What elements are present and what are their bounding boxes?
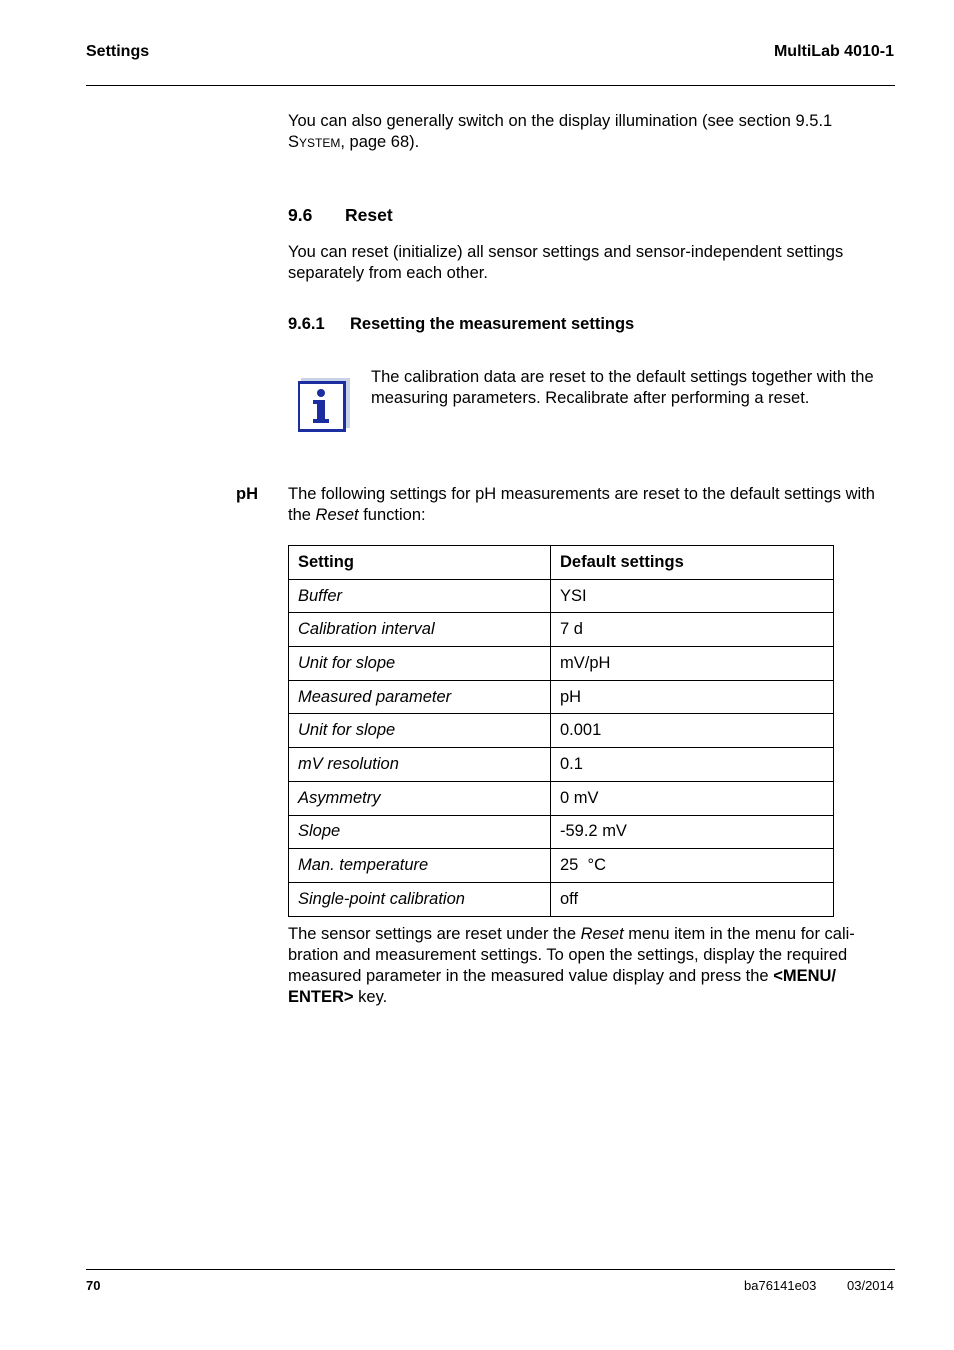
intro-paragraph (288, 111, 888, 153)
table-header-setting: Setting (289, 546, 551, 580)
setting-default: off (551, 882, 834, 916)
closing-text-2: menu item in the menu for cali-bration and measurement settings. To open the settings, display the required measured parameter in the measured value display and press the (288, 925, 855, 985)
document-date: 03/2014 (847, 1278, 894, 1293)
table-row (289, 647, 834, 681)
subsection-heading (288, 315, 634, 334)
setting-default: -59.2 mV (551, 815, 834, 849)
setting-default: YSI (551, 579, 834, 613)
setting-default: 25 °C (551, 849, 834, 883)
setting-name: mV resolution (289, 748, 551, 782)
header-section-title: Settings (86, 43, 150, 60)
table-row (289, 781, 834, 815)
closing-text: The sensor settings are reset under the (288, 925, 581, 943)
table-header-default: Default settings (551, 546, 834, 580)
section-reference-link[interactable]: System (288, 133, 341, 151)
ph-text: The following settings for pH measurements are reset to the default settings with the (288, 485, 875, 524)
reset-menu-term: Reset (580, 925, 624, 943)
menu-enter-key-label: <MENU/ ENTER> (288, 967, 836, 1006)
table-row (289, 815, 834, 849)
setting-default: 0.001 (551, 714, 834, 748)
header-product-name: MultiLab 4010-1 (773, 43, 894, 60)
setting-default: 7 d (551, 613, 834, 647)
table-row (289, 748, 834, 782)
footer-rule (86, 1269, 895, 1270)
ph-paragraph (288, 484, 888, 526)
closing-paragraph (288, 924, 895, 1008)
table-row (289, 714, 834, 748)
setting-name: Unit for slope (289, 714, 551, 748)
reset-function-term: Reset (315, 506, 359, 524)
table-header-row (289, 546, 834, 580)
table-row (289, 882, 834, 916)
setting-default: 0 mV (551, 781, 834, 815)
setting-name: Unit for slope (289, 647, 551, 681)
table-row (289, 680, 834, 714)
setting-default: mV/pH (551, 647, 834, 681)
default-settings-table (288, 545, 834, 917)
intro-text: You can also generally switch on the display illumination (see section 9.5.1 (288, 112, 833, 130)
setting-name: Buffer (289, 579, 551, 613)
table-row (289, 849, 834, 883)
margin-label-ph: pH (236, 485, 258, 503)
setting-name: Man. temperature (289, 849, 551, 883)
setting-name: Calibration interval (289, 613, 551, 647)
section-title: Reset (345, 205, 393, 225)
subsection-number: 9.6.1 (288, 315, 325, 333)
table-row (289, 613, 834, 647)
setting-name: Single-point calibration (289, 882, 551, 916)
table-row (289, 579, 834, 613)
intro-text-after: , page 68). (340, 133, 420, 151)
page-number: 70 (86, 1278, 101, 1293)
setting-name: Slope (289, 815, 551, 849)
note-text: The calibration data are reset to the default settings together with the measuring parameters. Recalibrate after performing a reset. (371, 368, 874, 407)
closing-text-3: key. (353, 988, 388, 1006)
setting-default: pH (551, 680, 834, 714)
section-paragraph: You can reset (initialize) all sensor settings and sensor-independent settings separately from each other. (288, 243, 844, 282)
section-heading (288, 205, 393, 226)
info-icon (298, 378, 350, 432)
subsection-title: Resetting the measurement settings (350, 315, 635, 333)
ph-text-after: function: (358, 506, 426, 524)
setting-name: Measured parameter (289, 680, 551, 714)
document-id: ba76141e03 (744, 1278, 817, 1293)
setting-default: 0.1 (551, 748, 834, 782)
section-number: 9.6 (288, 205, 313, 225)
header-rule (86, 85, 895, 86)
setting-name: Asymmetry (289, 781, 551, 815)
